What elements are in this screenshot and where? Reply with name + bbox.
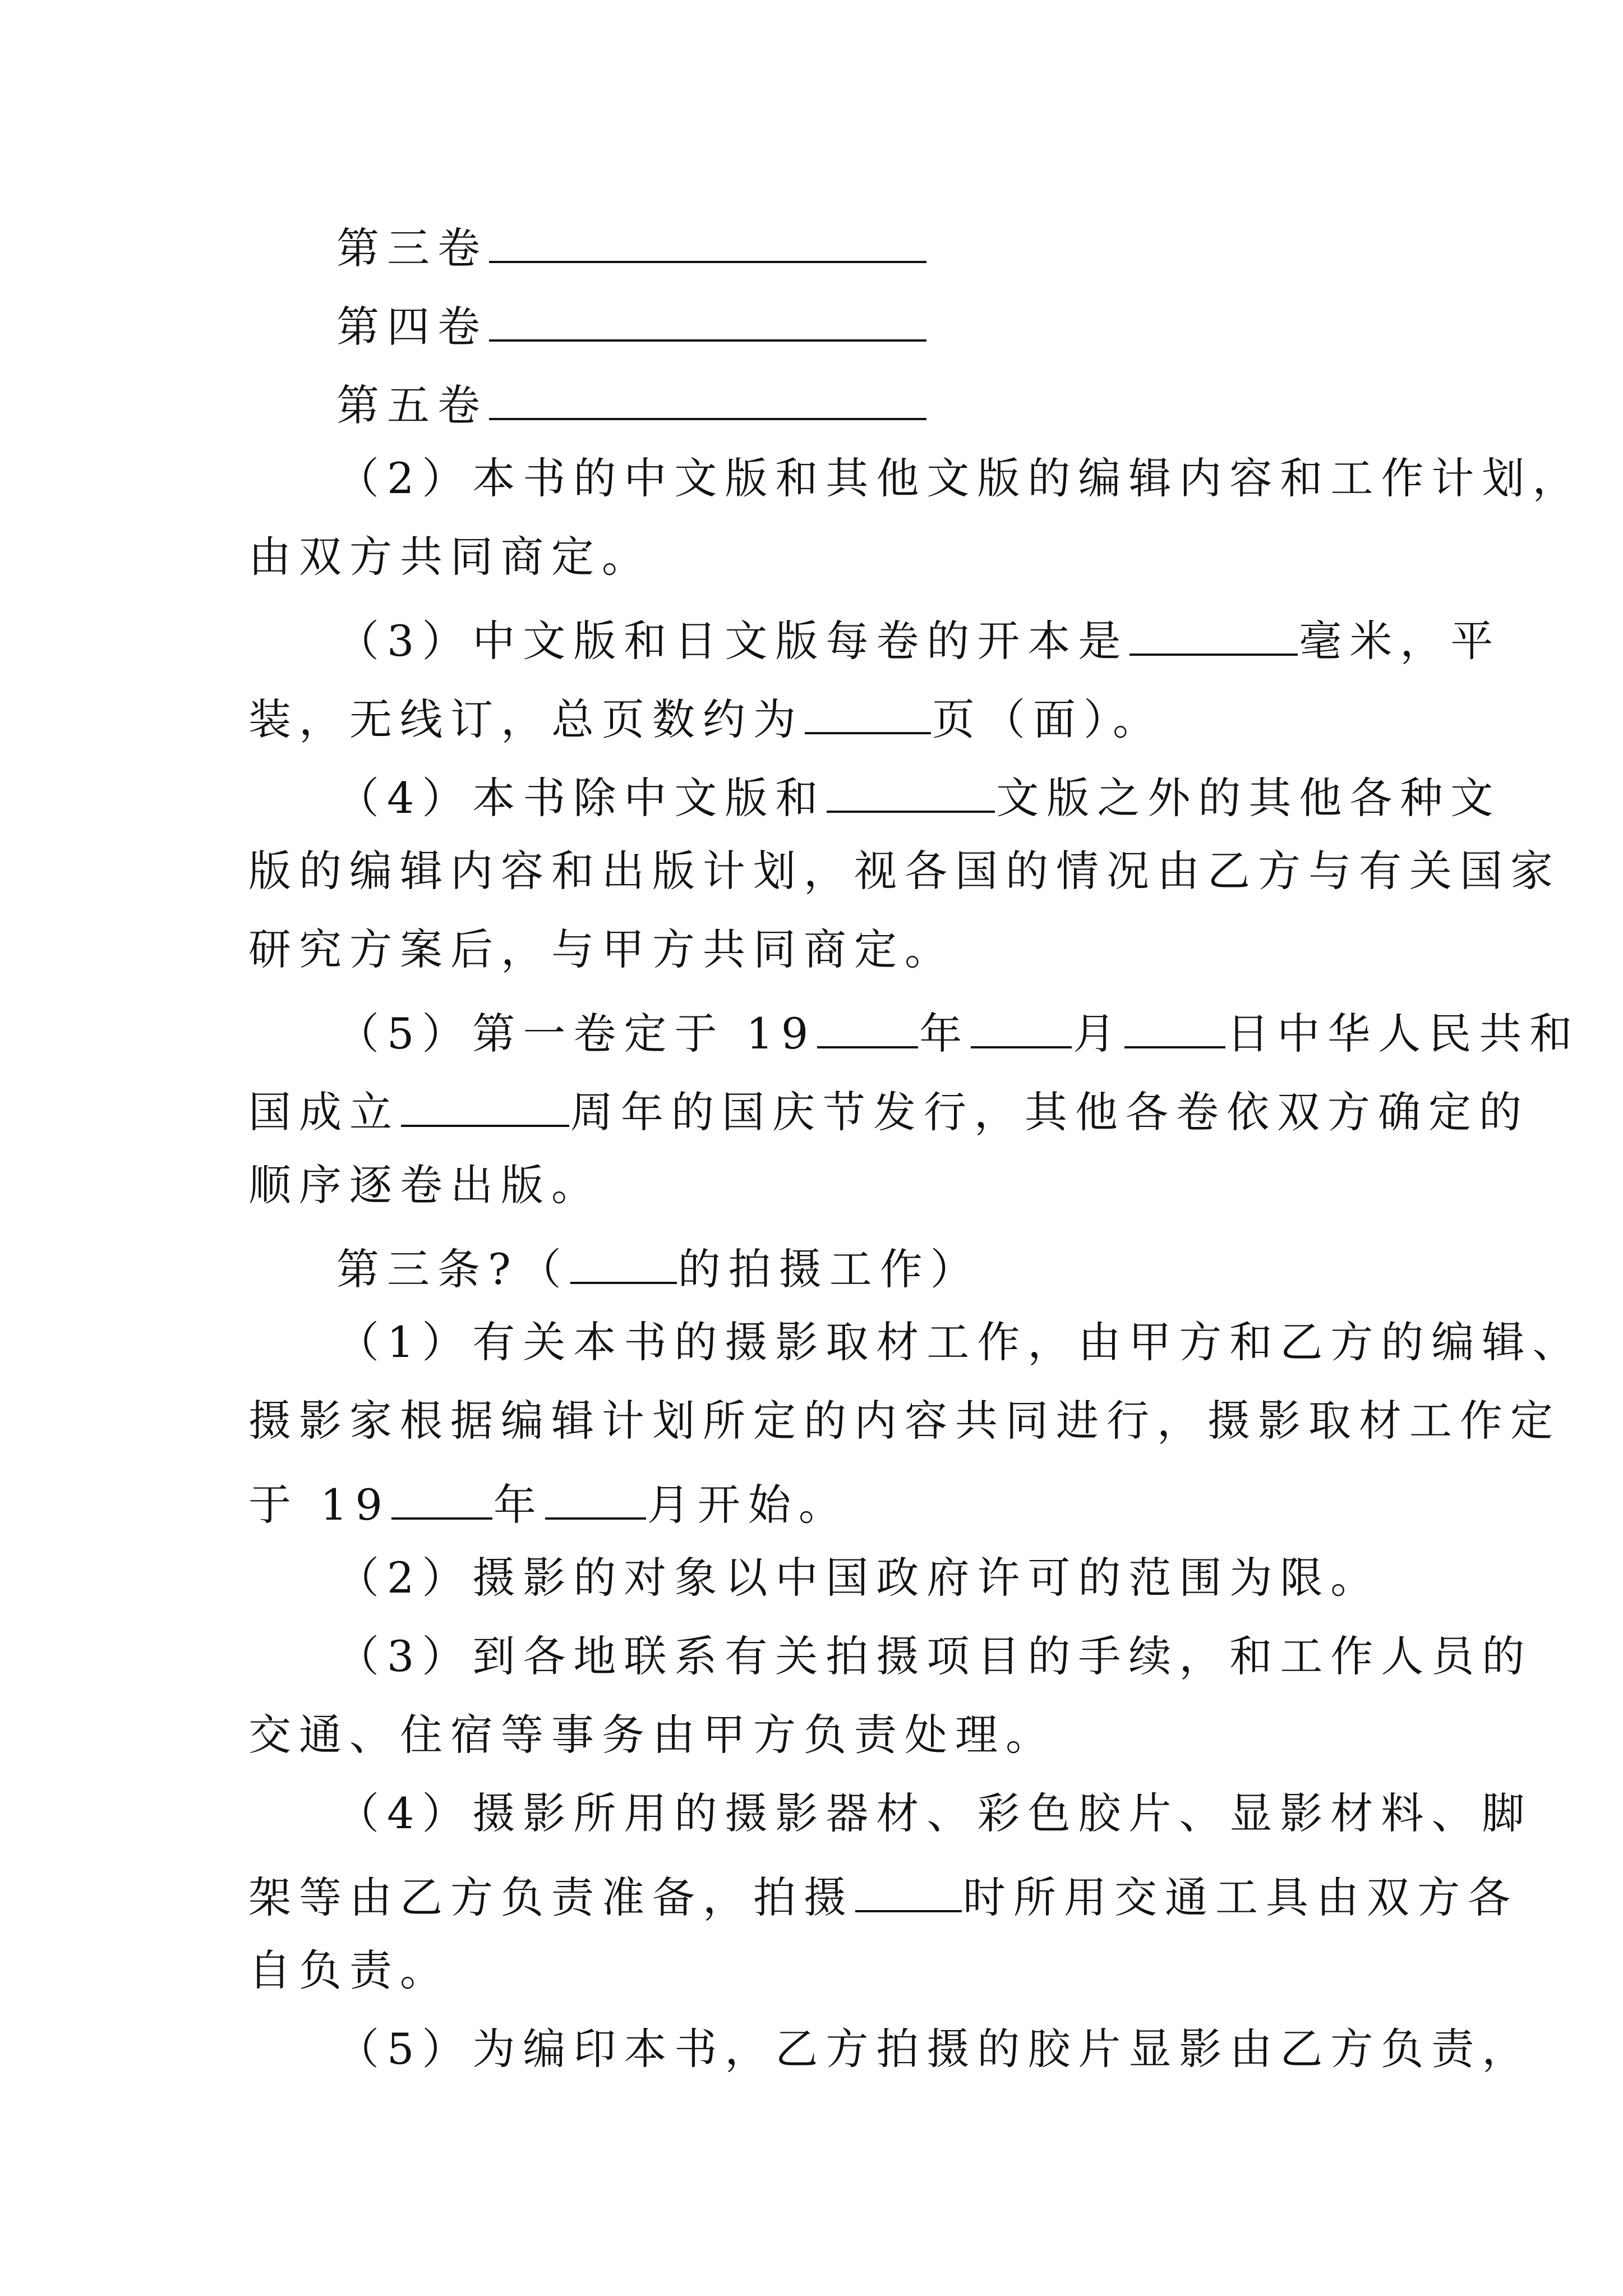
text: 页（面）。: [932, 694, 1163, 744]
text: 日中华人民共和: [1227, 1009, 1580, 1059]
day-blank: [1124, 1007, 1225, 1048]
text: （4）本书除中文版和: [336, 773, 826, 823]
pages-blank: [805, 693, 931, 734]
text: 架等由乙方负责准备，拍摄: [248, 1872, 854, 1922]
clause-3-4-line-1: [336, 1788, 1623, 1838]
text: 研究方案后，与甲方共同商定。: [248, 924, 955, 974]
text: 文版之外的其他各种文: [996, 773, 1501, 823]
text: 国成立: [248, 1087, 400, 1137]
volume-5-line: [336, 379, 1623, 430]
language-blank: [827, 771, 995, 813]
clause-2-2-line-2: [248, 532, 1623, 582]
text: （4）摄影所用的摄影器材、彩色胶片、显影材料、脚: [336, 1788, 1533, 1838]
text: 毫米，平: [1299, 616, 1501, 666]
clause-3-4-line-2: [248, 1871, 1623, 1922]
volume-4-label: 第四卷: [336, 302, 488, 352]
text: 版的编辑内容和出版计划，视各国的情况由乙方与有关国家: [248, 846, 1561, 896]
text: （5）为编印本书，乙方拍摄的胶片显影由乙方负责，: [336, 2024, 1533, 2074]
clause-3-3-line-1: [336, 1631, 1623, 1681]
subject-blank: [570, 1243, 677, 1284]
clause-2-3-line-2: [248, 693, 1623, 744]
volume-4-line: [336, 300, 1623, 352]
text: 时所用交通工具由双方各: [963, 1872, 1518, 1922]
text: 顺序逐卷出版。: [248, 1160, 602, 1210]
anniversary-blank: [401, 1085, 569, 1127]
volume-3-line: [336, 222, 1623, 273]
clause-3-5-line-1: [336, 2024, 1623, 2074]
clause-2-4-line-1: [336, 771, 1623, 823]
text: （3）到各地联系有关拍摄项目的手续，和工作人员的: [336, 1631, 1533, 1681]
text: 周年的国庆节发行，其他各卷依双方确定的: [570, 1087, 1529, 1137]
size-blank: [1129, 614, 1298, 656]
clause-2-4-line-2: [248, 846, 1623, 896]
clause-3-1-line-1: [336, 1317, 1623, 1367]
text: 年: [919, 1009, 970, 1059]
clause-2-5-line-3: [248, 1160, 1623, 1210]
start-month-blank: [545, 1478, 646, 1520]
clause-2-4-line-3: [248, 924, 1623, 974]
volume-5-label: 第五卷: [336, 380, 488, 430]
clause-2-2-line-1: [336, 453, 1623, 503]
text: （5）第一卷定于 19: [336, 1009, 817, 1059]
clause-2-5-line-1: [336, 1007, 1623, 1059]
volume-3-blank: [489, 222, 926, 263]
clause-3-1-line-2: [248, 1396, 1623, 1446]
text: （2）摄影的对象以中国政府许可的范围为限。: [336, 1553, 1381, 1603]
year-blank: [817, 1007, 918, 1048]
text: 月: [1073, 1009, 1124, 1059]
text: 于 19: [248, 1480, 390, 1530]
text: （3）中文版和日文版每卷的开本是: [336, 616, 1129, 666]
clause-3-4-line-3: [248, 1945, 1623, 1995]
volume-3-label: 第三卷: [336, 223, 488, 273]
month-blank: [971, 1007, 1072, 1048]
text: （2）本书的中文版和其他文版的编辑内容和工作计划，: [336, 453, 1583, 503]
text: 的拍摄工作）: [677, 1244, 981, 1294]
clause-3-2-line-1: [336, 1553, 1623, 1603]
article-3-heading: [336, 1243, 1623, 1294]
clause-2-5-line-2: [248, 1085, 1623, 1137]
start-year-blank: [391, 1478, 492, 1520]
text: 由双方共同商定。: [248, 532, 652, 582]
volume-4-blank: [489, 300, 926, 342]
text: 年: [493, 1480, 544, 1530]
clause-3-1-line-3: [248, 1478, 1623, 1530]
text: （1）有关本书的摄影取材工作，由甲方和乙方的编辑、: [336, 1317, 1583, 1367]
text: 自负责。: [248, 1945, 450, 1995]
text: 月开始。: [647, 1480, 849, 1530]
volume-5-blank: [489, 379, 926, 420]
text: 装，无线订，总页数约为: [248, 694, 804, 744]
text: 第三条?（: [336, 1244, 569, 1294]
shooting-blank: [855, 1871, 962, 1912]
clause-3-3-line-2: [248, 1710, 1623, 1760]
text: 交通、住宿等事务由甲方负责处理。: [248, 1710, 1056, 1760]
text: 摄影家根据编辑计划所定的内容共同进行，摄影取材工作定: [248, 1396, 1561, 1446]
clause-2-3-line-1: [336, 614, 1623, 666]
